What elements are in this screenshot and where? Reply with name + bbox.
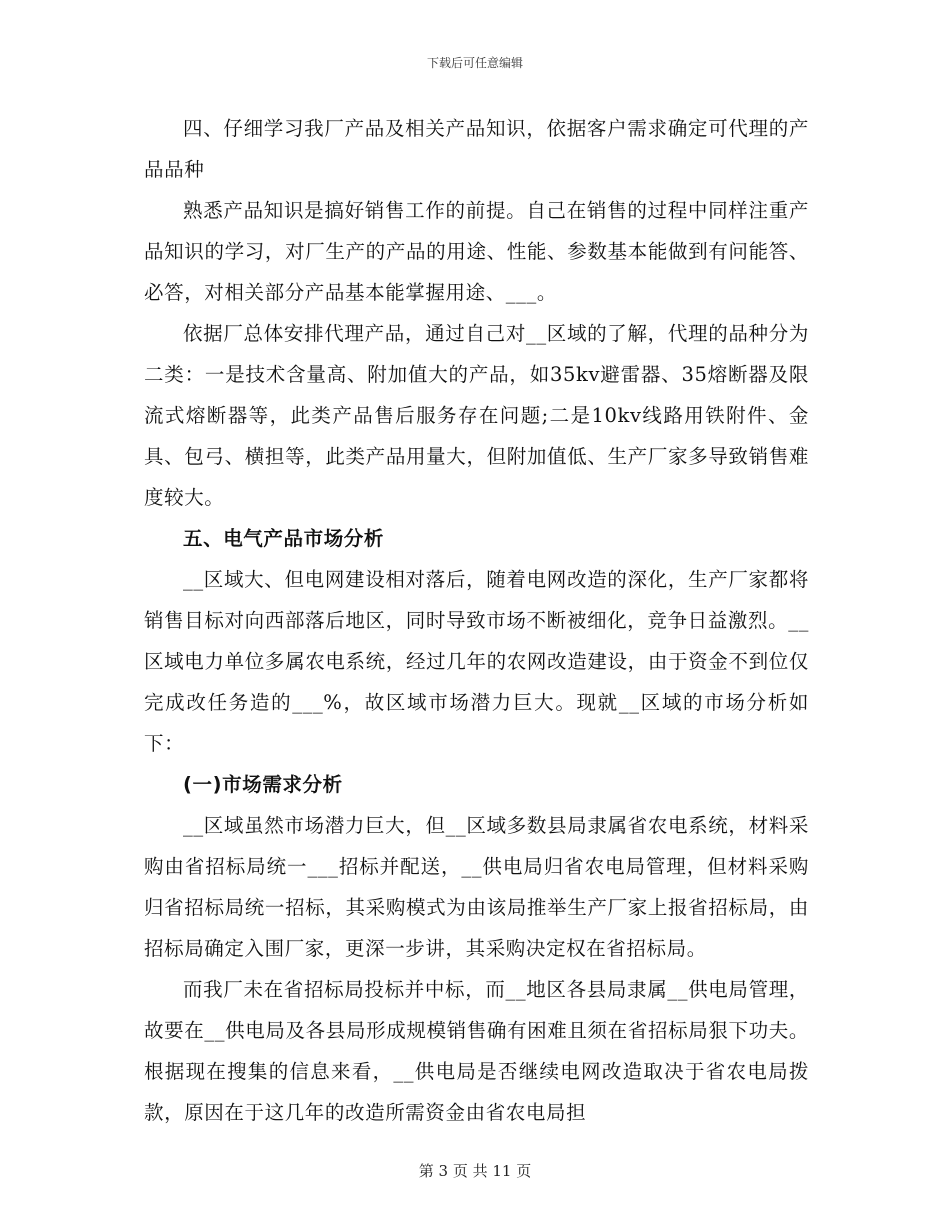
page-header-note: 下载后可任意编辑: [426, 56, 523, 70]
paragraph-section-four-title: 四、仔细学习我厂产品及相关产品知识，依据客户需求确定可代理的产品品种: [144, 117, 809, 181]
paragraph-procurement-model: __区域虽然市场潜力巨大，但__区域多数县局隶属省农电系统，材料采购由省招标局统一___招标并配送，__供电局归省农电局管理，但材料采购归省招标局统一招标，其采购模式为由该局推举生产厂家上报省招标局，由招标局确定入围厂家，更深一步讲，其采购决定权在省招标局。: [144, 814, 809, 960]
paragraph-region-overview: __区域大、但电网建设相对落后，随着电网改造的深化，生产厂家都将销售目标对向西部落后地区，同时导致市场不断被细化，竞争日益激烈。__区域电力单位多属农电系统，经过几年的农网改造建设，由于资金不到位仅完成改任务造的___%，故区域市场潜力巨大。现就__区域的市场分析如下：: [144, 568, 809, 755]
subsection-heading-demand-analysis: (一)市场需求分析: [183, 773, 343, 796]
page-number-footer: 第 3 页 共 11 页: [418, 1162, 532, 1180]
paragraph-product-knowledge: 熟悉产品知识是搞好销售工作的前提。自己在销售的过程中同样注重产品知识的学习，对厂生产的产品的用途、性能、参数基本能做到有问能答、必答，对相关部分产品基本能掌握用途、___。: [144, 199, 809, 304]
paragraph-bidding-situation: 而我厂未在省招标局投标并中标，而__地区各县局隶属__供电局管理，故要在__供电局及各县局形成规模销售确有困难且须在省招标局狠下功夫。根据现在搜集的信息来看，__供电局是否继续电网改造取决于省农电局拨款，原因在于这几年的改造所需资金由省农电局担: [144, 978, 809, 1124]
section-heading-market-analysis: 五、电气产品市场分析: [183, 527, 385, 550]
document-body: [144, 108, 809, 1133]
paragraph-product-categories: 依据厂总体安排代理产品，通过自己对__区域的了解，代理的品种分为二类：一是技术含量高、附加值大的产品，如35kv避雷器、35熔断器及限流式熔断器等，此类产品售后服务存在问题;二是10kv线路用铁附件、金具、包弓、横担等，此类产品用量大，但附加值低、生产厂家多导致销售难度较大。: [144, 322, 809, 509]
